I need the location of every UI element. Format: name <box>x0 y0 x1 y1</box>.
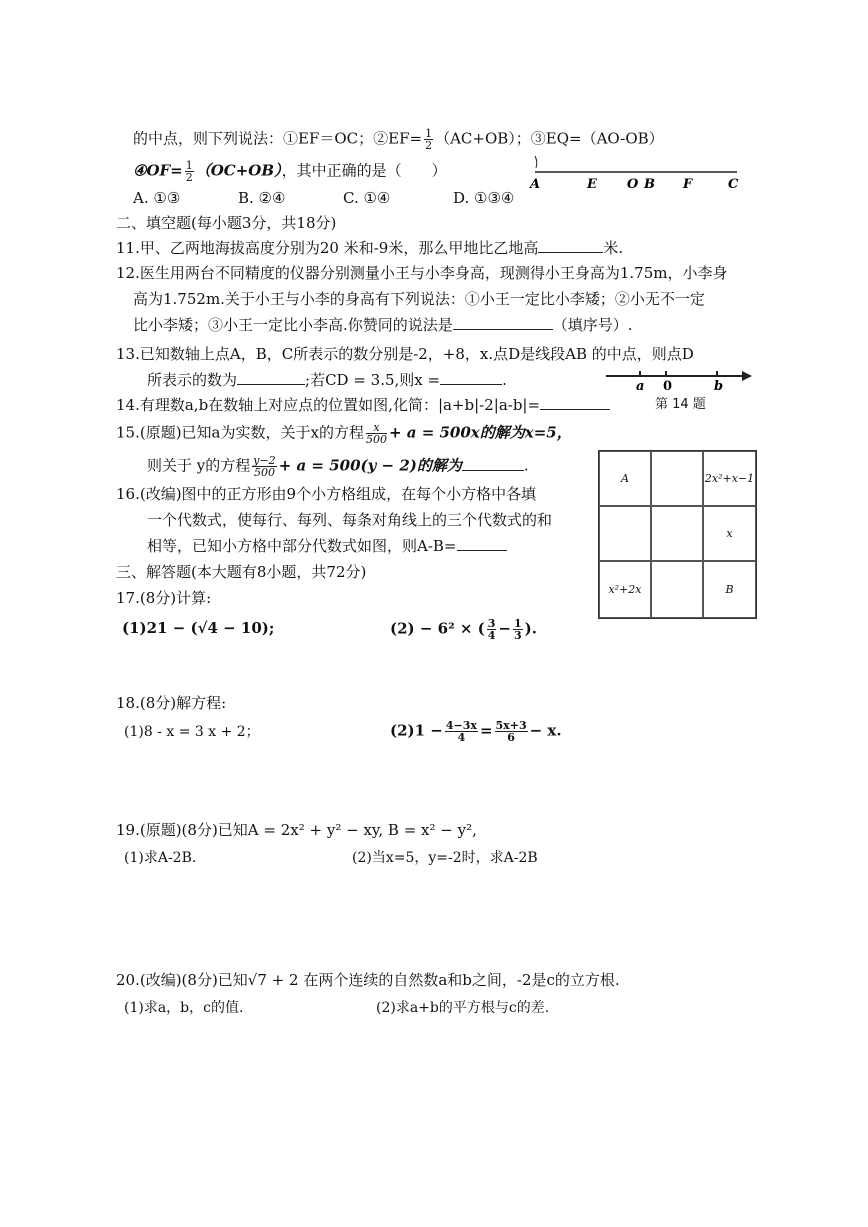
q19-title: 19.(原题)(8分)已知A = 2x² + y² − xy, B = x² − y², <box>116 821 477 839</box>
q19-part1: (1)求A-2B. <box>124 850 197 866</box>
answer-blank[interactable] <box>237 370 305 385</box>
section2-title: 二、填空题(每小题3分，共18分) <box>116 214 337 232</box>
section3-title: 三、解答题(本大题有8小题，共72分) <box>116 563 367 581</box>
answer-blank[interactable] <box>540 395 610 410</box>
grid-cell: A <box>599 451 651 506</box>
answer-blank[interactable] <box>538 238 603 253</box>
grid-cell <box>599 506 651 561</box>
grid-cell <box>651 451 703 506</box>
q10-options: A. ①③ B. ②④ C. ①④ D. ①③④ <box>133 189 515 207</box>
q17-part1: (1)21 − (√4 − 10); <box>122 619 275 637</box>
q12-line3: 比小李矮；③小王一定比小李高.你赞同的说法是 （填序号）. <box>133 316 633 334</box>
answer-blank[interactable] <box>440 370 502 385</box>
grid-cell: x <box>703 506 756 561</box>
q10-line1: 的中点，则下列说法：①EF＝OC；②EF= $\frac{1}{2}$ （AC+OB）；③EQ=（AO-OB） <box>133 127 664 152</box>
grid-cell: 2x²+x−1 <box>703 451 756 506</box>
q12-line1: 12.医生用两台不同精度的仪器分别测量小王与小李身高，现测得小王身高为1.75m，小李身 <box>116 264 728 282</box>
grid-cell <box>651 561 703 618</box>
point-label: A <box>530 177 541 192</box>
q15-line1: 15.(原题)已知a为实数，关于x的方程 $\frac{x}{500}$ + a = 500x的解为x=5， <box>116 421 572 446</box>
q14: 14.有理数a,b在数轴上对应点的位置如图,化简：|a+b|-2|a-b|= <box>116 395 610 415</box>
q17-part2: (2) − 6² × ( $\frac{3}{4}$ − $\frac{1}{3}$ ). <box>390 617 537 642</box>
point-label: F <box>683 177 693 192</box>
q10-number-line-figure <box>525 150 750 195</box>
q10-line2: ④OF= $\frac{1}{2}$ （OC+OB），其中正确的是（ ） <box>133 159 447 184</box>
svg-text:b: b <box>714 379 724 393</box>
fraction-half: $\frac{1}{2}$ <box>185 159 193 184</box>
q18-title: 18.(8分)解方程: <box>116 694 227 712</box>
q13-line1: 13.已知数轴上点A，B，C所表示的数分别是-2，+8，x.点D是线段AB 的中点，则点D <box>116 345 694 363</box>
fraction: $\frac{4-3x}{4}$ <box>445 719 477 744</box>
q20-part2: (2)求a+b的平方根与c的差. <box>376 1000 550 1016</box>
q16-line2: 一个代数式，使每行、每列、每条对角线上的三个代数式的和 <box>147 511 553 529</box>
fraction: $\frac{3}{4}$ <box>487 617 496 642</box>
fraction: $\frac{5x+3}{6}$ <box>495 719 527 744</box>
point-label: B <box>644 177 655 192</box>
q19-part2: (2)当x=5，y=-2时，求A-2B <box>352 850 538 866</box>
q20-title: 20.(改编)(8分)已知√7 + 2 在两个连续的自然数a和b之间，-2是c的立方根. <box>116 971 620 989</box>
svg-text:0: 0 <box>663 379 673 393</box>
q13-line2: 所表示的数为 ;若CD = 3.5,则x = . <box>147 371 507 389</box>
q15-line2: 则关于 y的方程 $\frac{y-2}{500}$ + a = 500(y − 2)的解为 . <box>147 454 529 479</box>
grid-cell <box>651 506 703 561</box>
point-label: C <box>728 177 739 192</box>
q14-figure-label: 第 14 题 <box>655 397 706 412</box>
q14-number-line-figure <box>604 365 754 393</box>
svg-text:a: a <box>636 379 645 393</box>
q16-line1: 16.(改编)图中的正方形由9个小方格组成，在每个小方格中各填 <box>116 485 537 503</box>
fraction-half: $\frac{1}{2}$ <box>425 127 433 152</box>
fraction: $\frac{1}{3}$ <box>514 617 522 642</box>
q20-part1: (1)求a，b，c的值. <box>124 1000 244 1016</box>
fraction: $\frac{x}{500}$ <box>365 421 387 446</box>
q18-part1: (1)8 - x = 3 x + 2； <box>124 724 260 740</box>
grid-cell: x²+2x <box>599 561 651 618</box>
grid-cell: B <box>703 561 756 618</box>
q17-title: 17.(8分)计算: <box>116 589 212 607</box>
answer-blank[interactable] <box>457 536 507 551</box>
point-label: O <box>627 177 639 192</box>
q11: 11.甲、乙两地海拔高度分别为20 米和-9米，那么甲地比乙地高 米. <box>116 239 624 257</box>
answer-blank[interactable] <box>462 456 524 471</box>
magic-square-grid <box>598 450 757 619</box>
fraction: $\frac{y-2}{500}$ <box>253 454 276 479</box>
point-label: E <box>587 177 597 192</box>
q16-line3: 相等，已知小方格中部分代数式如图，则A-B= <box>147 536 507 556</box>
q12-line2: 高为1.752m.关于小王与小李的身高有下列说法：①小王一定比小李矮；②小无不一定 <box>133 290 705 308</box>
q18-part2: (2)1 − $\frac{4-3x}{4}$ = $\frac{5x+3}{6}$ − x. <box>390 719 562 744</box>
answer-blank[interactable] <box>453 315 553 330</box>
